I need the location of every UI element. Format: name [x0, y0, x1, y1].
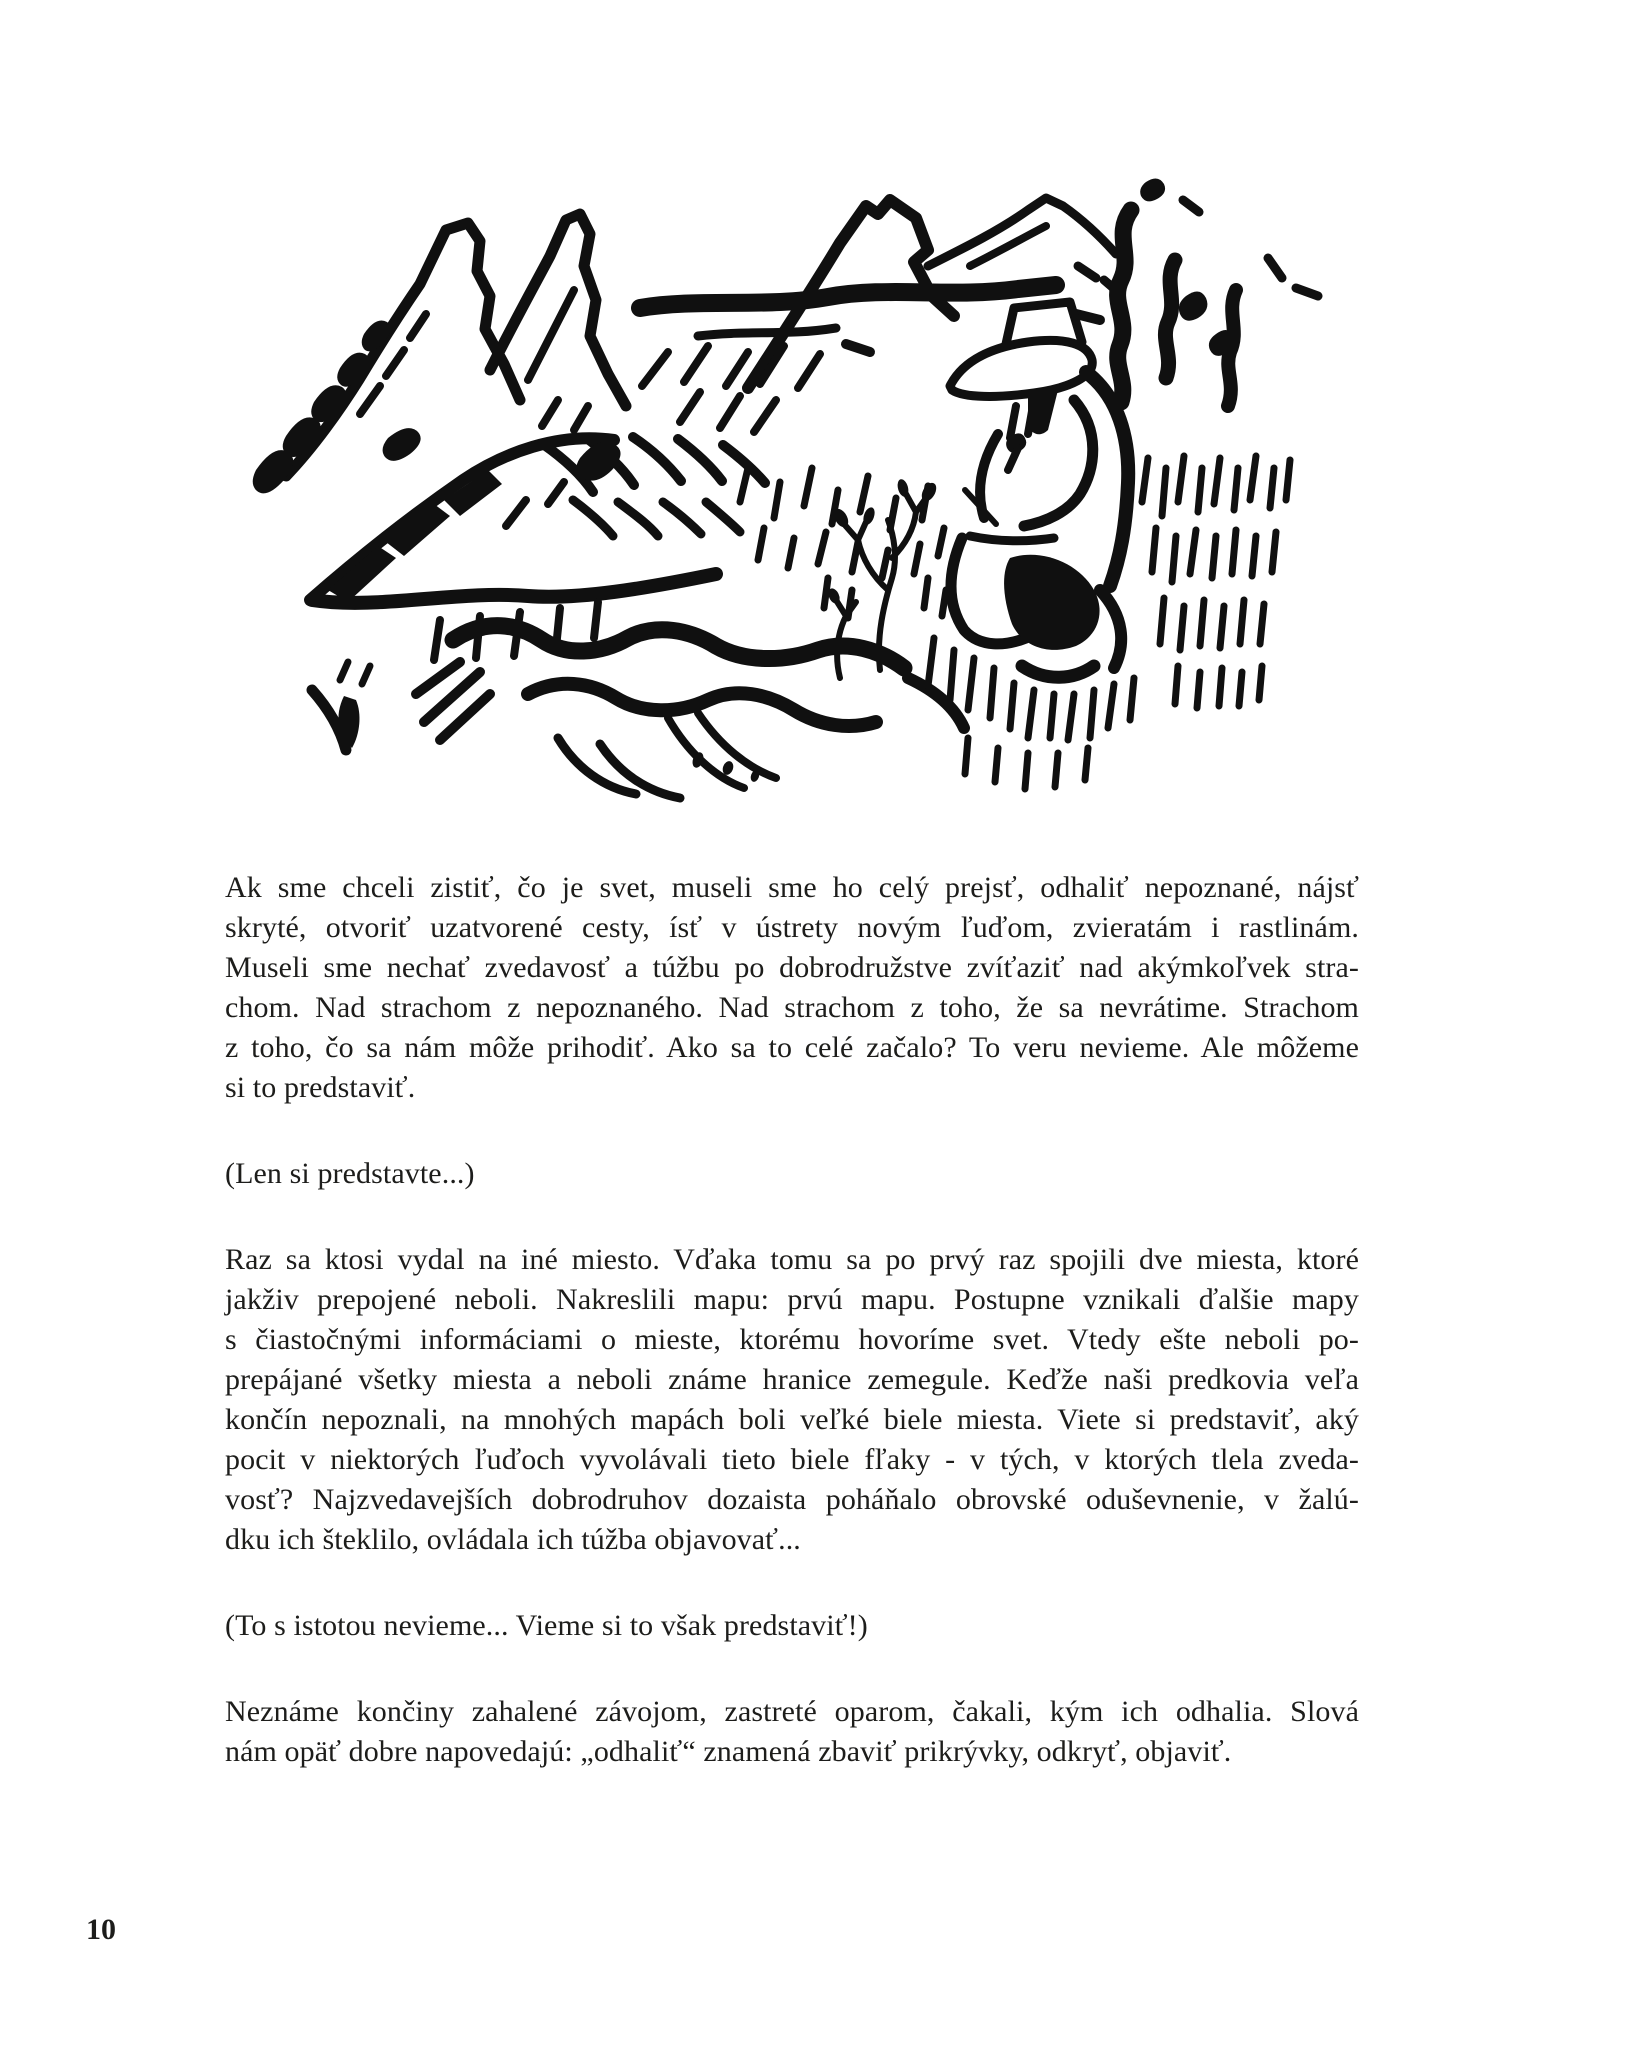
paragraph-4-aside [225, 1606, 1359, 1646]
text-line: dku ich šteklilo, ovládala ich túžba objavovať... [225, 1523, 801, 1556]
paragraph-2-aside [225, 1154, 1359, 1194]
text-line: jakživ prepojené neboli. Nakreslili mapu: prvú mapu. Postupne vznikali ďalšie mapy [225, 1283, 1359, 1316]
text-line: skryté, otvoriť uzatvorené cesty, ísť v ústrety novým ľuďom, zvieratám i rastlinám. [225, 911, 1359, 944]
mountain-shadow-blobs [253, 321, 421, 494]
text-line: končín nepoznali, na mnohých mapách boli veľké biele miesta. Viete si predstaviť, aký [225, 1403, 1359, 1436]
text-line: prepájané všetky miesta a neboli známe hranice zemegule. Keďže naši predkovia veľa [225, 1363, 1359, 1396]
text-line: s čiastočnými informáciami o mieste, ktorému hovoríme svet. Vtedy ešte neboli po- [225, 1323, 1359, 1356]
text-line: (Len si predstavte...) [225, 1157, 475, 1190]
text-line: chom. Nad strachom z nepoznaného. Nad strachom z toho, že sa nevrátime. Strachom [225, 991, 1359, 1024]
text-line: (To s istotou nevieme... Vieme si to však predstaviť!) [225, 1609, 868, 1642]
text-line: Museli sme nechať zvedavosť a túžbu po dobrodružstve zvíťaziť nad akýmkoľvek stra- [225, 951, 1359, 984]
text-line: si to predstaviť. [225, 1071, 416, 1104]
paragraph-5 [225, 1692, 1359, 1772]
paragraph-3 [225, 1240, 1359, 1560]
text-line: nám opäť dobre napovedajú: „odhaliť“ znamená zbaviť prikrývky, odkryť, objaviť. [225, 1735, 1232, 1768]
ink-drawing-svg [228, 138, 1328, 813]
text-line: z toho, čo sa nám môže prihodiť. Ako sa to celé začalo? To veru nevieme. Ale môžeme [225, 1031, 1359, 1064]
paragraph-1 [225, 868, 1359, 1108]
grass-right [1142, 456, 1290, 708]
page-number: 10 [86, 1913, 116, 1946]
text-line: Neznáme končiny zahalené závojom, zastreté oparom, čakali, kým ich odhalia. Slová [225, 1695, 1359, 1728]
text-line: vosť? Najzvedavejších dobrodruhov dozaista poháňalo obrovské oduševnenie, v žalú- [225, 1483, 1359, 1516]
grass-left [740, 468, 946, 618]
text-line: Raz sa ktosi vydal na iné miesto. Vďaka tomu sa po prvý raz spojili dve miesta, ktoré [225, 1243, 1359, 1276]
illustration-ink-drawing [228, 138, 1328, 813]
text-line: Ak sme chceli zistiť, čo je svet, museli sme ho celý prejsť, odhaliť nepoznané, nájsť [225, 871, 1359, 904]
body-text [225, 868, 1359, 1818]
text-line: pocit v niektorých ľuďoch vyvolávali tieto biele fľaky - v tých, v ktorých tlela zveda- [225, 1443, 1359, 1476]
